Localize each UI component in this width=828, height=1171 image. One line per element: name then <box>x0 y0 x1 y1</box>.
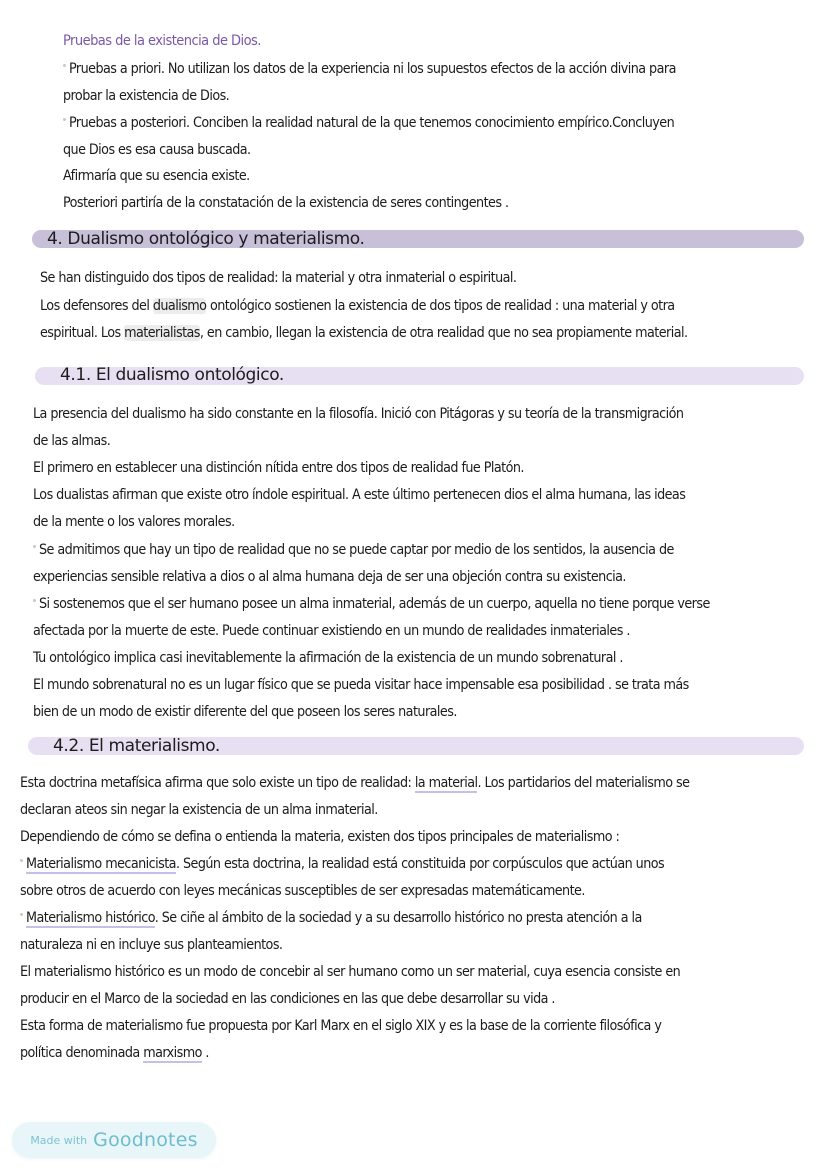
paragraph-line <box>63 113 674 133</box>
text: . Los partidarios del materialismo se <box>477 775 690 791</box>
text: Los defensores del <box>40 298 153 314</box>
highlight-dualismo: dualismo <box>152 298 207 314</box>
subtitle-pruebas: Pruebas de la existencia de Dios. <box>63 33 261 49</box>
paragraph-line: sobre otros de acuerdo con leyes mecánicas susceptibles de ser expresadas matemáticamente. <box>20 883 585 899</box>
paragraph-line: Los dualistas afirman que existe otro índole espiritual. A este último pertenecen dios el alma humana, las ideas <box>33 487 686 503</box>
paragraph-line <box>20 854 664 874</box>
paragraph-line <box>20 1043 209 1063</box>
paragraph-line: afectada por la muerte de este. Puede continuar existiendo en un mundo de realidades inmateriales . <box>33 623 630 639</box>
paragraph-line <box>20 908 642 928</box>
made-with-goodnotes-badge[interactable] <box>12 1122 216 1158</box>
paragraph-line: que Dios es esa causa buscada. <box>63 142 251 158</box>
goodnotes-logo: Goodnotes <box>93 1129 198 1151</box>
bullet-icon <box>33 599 36 602</box>
paragraph-line: Posteriori partiría de la constatación de la existencia de seres contingentes . <box>63 195 509 211</box>
paragraph-line <box>33 594 710 614</box>
paragraph-line: de las almas. <box>33 433 111 449</box>
underline-historico: Materialismo histórico <box>26 910 155 926</box>
text: ontológico sostienen la existencia de dos tipos de realidad : una material y otra <box>206 298 675 314</box>
text: política denominada <box>20 1045 144 1061</box>
highlight-materialistas: materialistas <box>124 325 200 341</box>
text: espiritual. Los <box>40 325 125 341</box>
section-heading-4-1: 4.1. El dualismo ontológico. <box>60 365 284 385</box>
paragraph-line: probar la existencia de Dios. <box>63 88 230 104</box>
section-heading-4-2: 4.2. El materialismo. <box>53 736 220 756</box>
bullet-icon <box>63 64 66 67</box>
paragraph-line: Tu ontológico implica casi inevitablemente la afirmación de la existencia de un mundo sobrenatural . <box>33 650 623 666</box>
bullet-icon <box>20 859 23 862</box>
paragraph-line: experiencias sensible relativa a dios o al alma humana deja de ser una objeción contra su existencia. <box>33 569 626 585</box>
paragraph-line <box>33 540 674 560</box>
bullet-icon <box>33 545 36 548</box>
paragraph-line: Dependiendo de cómo se defina o entienda la materia, existen dos tipos principales de materialismo : <box>20 829 620 845</box>
text: . Según esta doctrina, la realidad está constituida por corpúsculos que actúan unos <box>175 856 665 872</box>
text: Pruebas a priori. No utilizan los datos de la experiencia ni los supuestos efectos de la acción divina para <box>69 61 676 77</box>
text: Pruebas a posteriori. Conciben la realidad natural de la que tenemos conocimiento empírico.Concluyen <box>69 115 675 131</box>
text: Esta doctrina metafísica afirma que solo existe un tipo de realidad: <box>20 775 415 791</box>
paragraph-line: naturaleza ni en incluye sus planteamientos. <box>20 937 283 953</box>
text: Se admitimos que hay un tipo de realidad que no se puede captar por medio de los sentidos, la ausencia de <box>39 542 674 558</box>
paragraph-line: declaran ateos sin negar la existencia de un alma inmaterial. <box>20 802 378 818</box>
paragraph-line: El primero en establecer una distinción nítida entre dos tipos de realidad fue Platón. <box>33 460 524 476</box>
paragraph-line: La presencia del dualismo ha sido constante en la filosofía. Inició con Pitágoras y su teoría de la transmigración <box>33 406 684 422</box>
paragraph-line: Afirmaría que su esencia existe. <box>63 168 250 184</box>
text: , en cambio, llegan la existencia de otra realidad que no sea propiamente material. <box>199 325 688 341</box>
bullet-icon <box>63 118 66 121</box>
paragraph-line <box>63 59 676 79</box>
paragraph-line <box>20 773 689 793</box>
text: . Se ciñe al ámbito de la sociedad y a su desarrollo histórico no presta atención a la <box>154 910 642 926</box>
underline-marxismo: marxismo <box>143 1045 202 1061</box>
section-heading-4: 4. Dualismo ontológico y materialismo. <box>47 229 365 249</box>
underline-mecanicista: Materialismo mecanicista <box>26 856 176 872</box>
bullet-icon <box>20 913 23 916</box>
paragraph-line: El materialismo histórico es un modo de concebir al ser humano como un ser material, cuya esencia consiste en <box>20 964 681 980</box>
paragraph-line: bien de un modo de existir diferente del que poseen los seres naturales. <box>33 704 457 720</box>
text: . <box>201 1045 209 1061</box>
badge-made-with: Made with <box>30 1133 88 1147</box>
paragraph-line <box>40 296 675 316</box>
paragraph-line: producir en el Marco de la sociedad en las condiciones en las que debe desarrollar su vida . <box>20 991 555 1007</box>
paragraph-line: Se han distinguido dos tipos de realidad: la material y otra inmaterial o espiritual. <box>40 270 517 286</box>
underline-la-material: la material <box>414 775 478 791</box>
text: Si sostenemos que el ser humano posee un alma inmaterial, además de un cuerpo, aquella no tiene porque verse <box>39 596 710 612</box>
paragraph-line: de la mente o los valores morales. <box>33 514 235 530</box>
paragraph-line <box>40 323 687 343</box>
paragraph-line: Esta forma de materialismo fue propuesta por Karl Marx en el siglo XIX y es la base de la corriente filosófica y <box>20 1018 662 1034</box>
paragraph-line: El mundo sobrenatural no es un lugar físico que se pueda visitar hace impensable esa posibilidad . se trata más <box>33 677 689 693</box>
